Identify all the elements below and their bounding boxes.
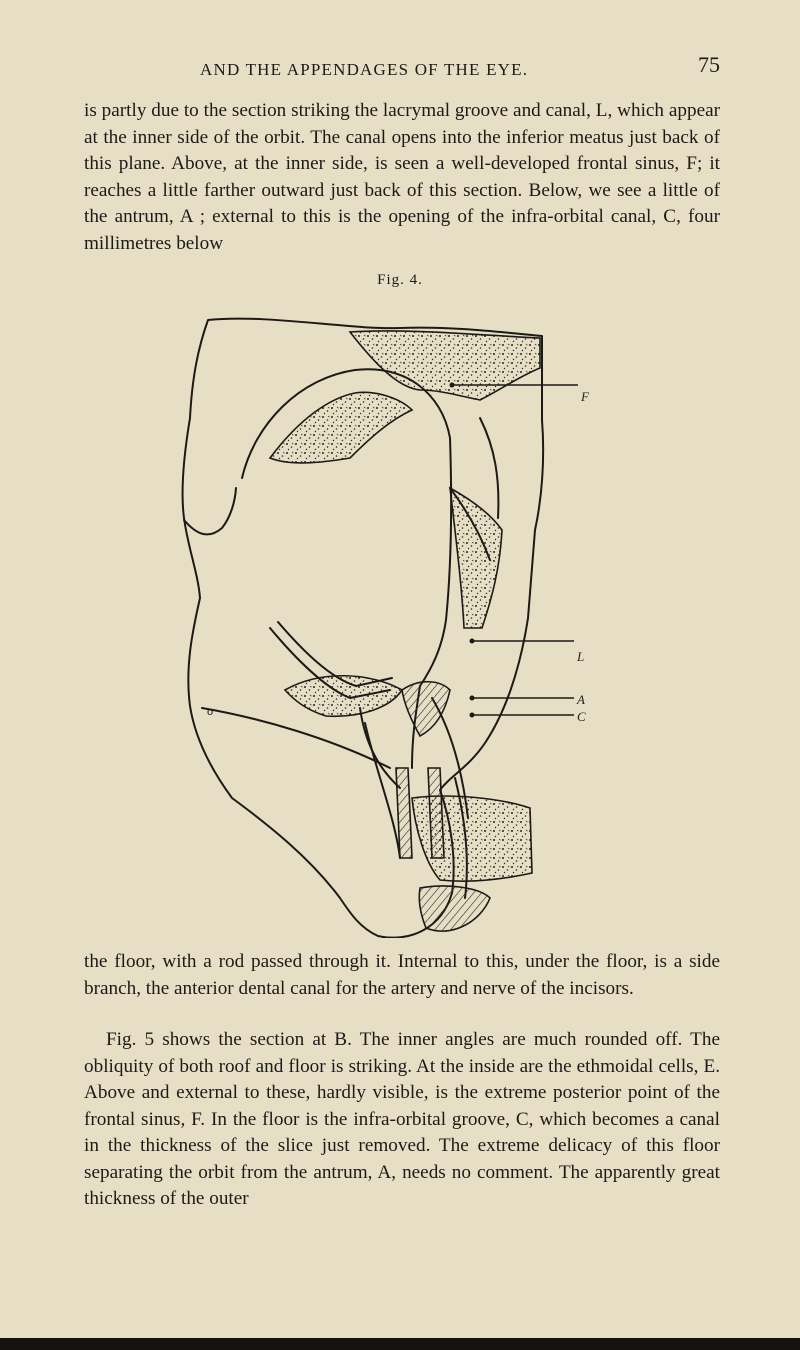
label-L: L: [577, 649, 585, 664]
paragraph-2: the floor, with a rod passed through it. Internal to this, under the floor, is a side branch, the anterior dental canal for the artery and nerve of the incisors.: [84, 951, 720, 999]
figure-caption: Fig. 4.: [377, 272, 423, 288]
page-header: [200, 52, 720, 90]
page-number: 75: [698, 52, 720, 77]
figure-orbit-section: [150, 298, 620, 938]
svg-text:o: o: [207, 706, 214, 718]
label-A: A: [577, 692, 585, 707]
paragraph-1: is partly due to the section striking the lacrymal groove and canal, L, which appear at the inner side of the orbit. The canal opens into the inferior meatus just back of this plane. Above, at the inner side, is seen a well-developed frontal sinus, F; it reaches a little farther outward just back of this section. Below, we see a little of the antrum, A ; external to this is the opening of the infra-orbital canal, C, four millimetres below: [84, 100, 720, 254]
running-head: AND THE APPENDAGES OF THE EYE.: [200, 60, 529, 79]
label-F: F: [581, 389, 589, 404]
bottom-edge-bar: [0, 1338, 800, 1350]
paragraph-3: Fig. 5 shows the section at B. The inner angles are much rounded off. The obliquity of both roof and floor is striking. At the inside are the ethmoidal cells, E. Above and external to these, hardly visible, is the extreme posterior point of the frontal sinus, F. In the floor is the infra-orbital groove, C, which becomes a canal in the thickness of the slice just removed. The extreme delicacy of this floor separating the orbit from the antrum, A, needs no comment. The apparently great thickness of the outer: [84, 1029, 720, 1209]
frontal-sinus-region: [350, 331, 540, 400]
label-C: C: [577, 709, 586, 724]
